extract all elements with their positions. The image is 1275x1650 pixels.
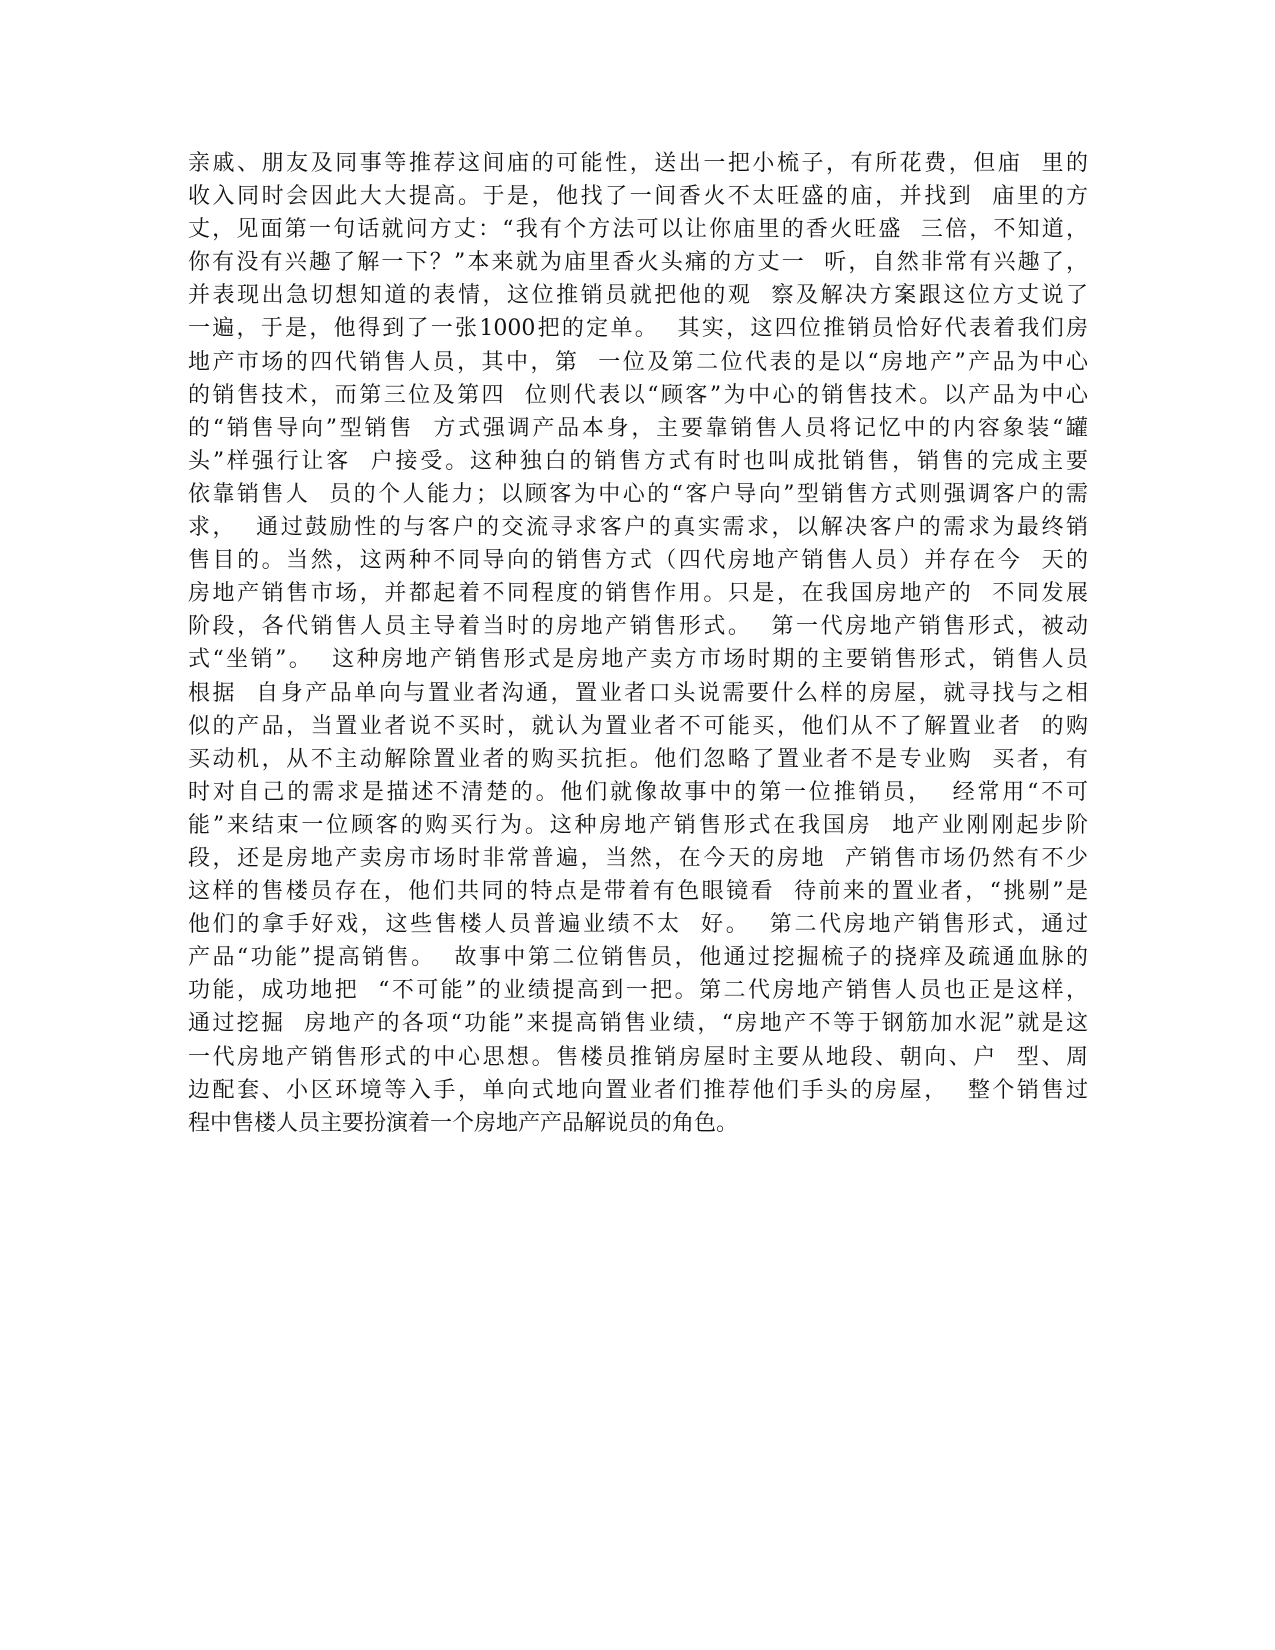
text-line: 式“坐销”。 这种房地产销售形式是房地产卖方市场时期的主要销售形式，销售人员 [188,647,1088,673]
text-line: 程中售楼人员主要扮演着一个房地产产品解说员的角色。 [188,1110,739,1136]
text-line: 阶段，各代销售人员主导着当时的房地产销售形式。 第一代房地产销售形式，被动 [188,614,1088,640]
text-line: 功能，成功地把 “不可能”的业绩提高到一把。第二代房地产销售人员也正是这样， [188,978,1088,1004]
text-line: 的“销售导向”型销售 方式强调产品本身，主要靠销售人员将记忆中的内容象装“罐 [188,415,1088,441]
text-line: 依靠销售人 员的个人能力；以顾客为中心的“客户导向”型销售方式则强调客户的需 [188,481,1088,507]
text-line: 售目的。当然，这两种不同导向的销售方式（四代房地产销售人员）并存在今 天的 [188,548,1088,574]
text-line: 产品“功能”提高销售。 故事中第二位销售员，他通过挖掘梳子的挠痒及疏通血脉的 [188,945,1088,971]
text-line: 丈，见面第一句话就问方丈：“我有个方法可以让你庙里的香火旺盛 三倍，不知道， [188,217,1088,243]
text-line: 你有没有兴趣了解一下？”本来就为庙里香火头痛的方丈一 听，自然非常有兴趣了， [188,250,1088,276]
text-line: 求， 通过鼓励性的与客户的交流寻求客户的真实需求，以解决客户的需求为最终销 [188,515,1088,541]
text-line: 通过挖掘 房地产的各项“功能”来提高销售业绩，“房地产不等于钢筋加水泥”就是这 [188,1011,1088,1037]
text-line: 房地产销售市场，并都起着不同程度的销售作用。只是，在我国房地产的 不同发展 [188,581,1088,607]
text-line: 根据 自身产品单向与置业者沟通，置业者口头说需要什么样的房屋，就寻找与之相 [188,680,1088,706]
text-line: 的销售技术，而第三位及第四 位则代表以“顾客”为中心的销售技术。以产品为中心 [188,382,1088,408]
text-line: 买动机，从不主动解除置业者的购买抗拒。他们忽略了置业者不是专业购 买者，有 [188,746,1088,772]
text-line: 时对自己的需求是描述不清楚的。他们就像故事中的第一位推销员， 经常用“不可 [188,779,1088,805]
text-line: 他们的拿手好戏，这些售楼人员普遍业绩不太 好。 第二代房地产销售形式，通过 [188,912,1088,938]
text-line: 段，还是房地产卖房市场时非常普遍，当然，在今天的房地 产销售市场仍然有不少 [188,845,1088,871]
text-line: 这样的售楼员存在，他们共同的特点是带着有色眼镜看 待前来的置业者，“挑剔”是 [188,879,1088,905]
text-line: 并表现出急切想知道的表情，这位推销员就把他的观 察及解决方案跟这位方丈说了 [188,283,1088,309]
text-line: 一遍，于是，他得到了一张1000把的定单。 其实，这四位推销员恰好代表着我们房 [188,316,1088,342]
text-line: 一代房地产销售形式的中心思想。售楼员推销房屋时主要从地段、朝向、户 型、周 [188,1044,1088,1070]
text-line: 能”来结束一位顾客的购买行为。这种房地产销售形式在我国房 地产业刚刚起步阶 [188,812,1088,838]
text-line: 地产市场的四代销售人员，其中，第 一位及第二位代表的是以“房地产”产品为中心 [188,349,1088,375]
text-line: 收入同时会因此大大提高。于是，他找了一间香火不太旺盛的庙，并找到 庙里的方 [188,184,1088,210]
body-text [188,147,1088,1140]
text-line: 似的产品，当置业者说不买时，就认为置业者不可能买，他们从不了解置业者 的购 [188,713,1088,739]
text-line: 头”样强行让客 户接受。这种独白的销售方式有时也叫成批销售，销售的完成主要 [188,448,1088,474]
text-line: 边配套、小区环境等入手，单向式地向置业者们推荐他们手头的房屋， 整个销售过 [188,1077,1088,1103]
text-line: 亲戚、朋友及同事等推荐这间庙的可能性，送出一把小梳子，有所花费，但庙 里的 [188,151,1088,176]
